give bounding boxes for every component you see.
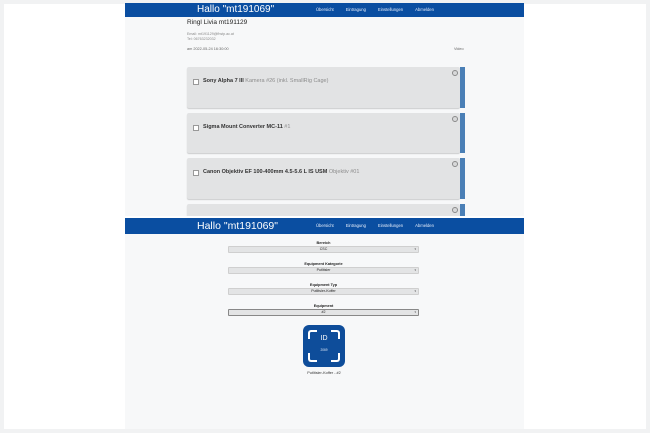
card-accent-bar (460, 113, 465, 153)
field-label: Equipment (313, 304, 334, 308)
card-accent-bar (460, 158, 465, 199)
field-label: Equipment Kategorie (304, 262, 343, 266)
item-name: Sigma Mount Converter MC-11 (203, 124, 283, 130)
bottom-navbar (125, 218, 524, 234)
chevron-down-icon: ▾ (414, 289, 416, 293)
item-detail: #1 (284, 124, 291, 130)
item-label (203, 169, 359, 175)
equipment-caption: Putlitsler-Koffer - #2 (307, 371, 341, 375)
info-icon[interactable]: ⓘ (453, 117, 457, 121)
equipment-card[interactable] (187, 204, 460, 216)
phone-text: Tel: 06763232032 (187, 37, 216, 41)
greeting-title: Hallo "mt191069" (197, 220, 279, 232)
item-name: Canon Objektiv EF 100-400mm 4.5-5.6 L IS USM (203, 169, 328, 175)
nav-abmelden[interactable]: Abmelden (415, 223, 434, 228)
greeting-title: Hallo "mt191069" (197, 4, 275, 15)
chevron-down-icon: ▾ (414, 310, 416, 314)
item-label (203, 78, 328, 84)
contact-info (187, 32, 234, 42)
field-typ (228, 282, 419, 295)
nav-links (316, 223, 446, 228)
card-accent-bar (460, 204, 465, 216)
chevron-down-icon: ▾ (414, 268, 416, 272)
item-checkbox[interactable] (193, 79, 199, 85)
select-value: #2 (321, 310, 326, 314)
info-icon[interactable]: ⓘ (453, 162, 457, 166)
nav-uebersicht[interactable]: Übersicht (316, 7, 334, 12)
bereich-select[interactable] (228, 246, 419, 253)
select-value: CSC (319, 247, 328, 251)
nav-eintragung[interactable]: Eintragung (345, 7, 366, 12)
equipment-select[interactable] (228, 309, 419, 316)
scan-corner-icon (308, 353, 317, 362)
nav-einstellungen[interactable]: Einstellungen (377, 7, 404, 12)
field-label: Equipment Typ (309, 283, 338, 287)
email-text: Email: mt191129@fhstp.ac.at (187, 32, 234, 36)
item-name: Sony Alpha 7 III (203, 78, 244, 84)
item-label (203, 124, 290, 130)
kategorie-select[interactable] (228, 267, 419, 274)
booking-detail-screen (125, 3, 524, 216)
equipment-card[interactable] (187, 67, 460, 108)
nav-eintragung[interactable]: Eintragung (345, 223, 366, 228)
field-bereich (228, 240, 419, 253)
card-accent-bar (460, 67, 465, 108)
field-equipment (228, 303, 419, 316)
booking-date: am 2022-05-24 16:30:00 (187, 47, 229, 51)
field-kategorie (228, 261, 419, 274)
person-name: Ringl Livia mt191129 (187, 19, 248, 26)
item-detail: Kamera #26 (inkl. SmallRig Cage) (245, 78, 329, 84)
select-value: Putlitsler (316, 268, 331, 272)
id-label: ID (320, 335, 328, 342)
item-detail: Objektiv #01 (328, 169, 360, 175)
typ-select[interactable] (228, 288, 419, 295)
chevron-down-icon: ▾ (414, 247, 416, 251)
info-icon[interactable]: ⓘ (453, 71, 457, 75)
item-checkbox[interactable] (193, 125, 199, 131)
item-checkbox[interactable] (193, 170, 199, 176)
id-scan-badge[interactable] (303, 325, 345, 367)
equipment-lookup-screen (125, 218, 524, 429)
scan-corner-icon (331, 353, 340, 362)
info-icon[interactable]: ⓘ (453, 208, 457, 212)
equipment-filter-form (228, 240, 419, 324)
nav-links (316, 7, 446, 12)
equipment-card[interactable] (187, 113, 460, 153)
top-navbar (125, 3, 524, 17)
id-number: 2069 (320, 348, 328, 352)
equipment-card[interactable] (187, 158, 460, 199)
nav-einstellungen[interactable]: Einstellungen (377, 223, 404, 228)
nav-uebersicht[interactable]: Übersicht (316, 223, 334, 228)
booking-type: Video (454, 47, 464, 51)
field-label: Bereich (316, 241, 331, 245)
select-value: Putlitsler-Koffer (311, 289, 336, 293)
nav-abmelden[interactable]: Abmelden (415, 7, 434, 12)
